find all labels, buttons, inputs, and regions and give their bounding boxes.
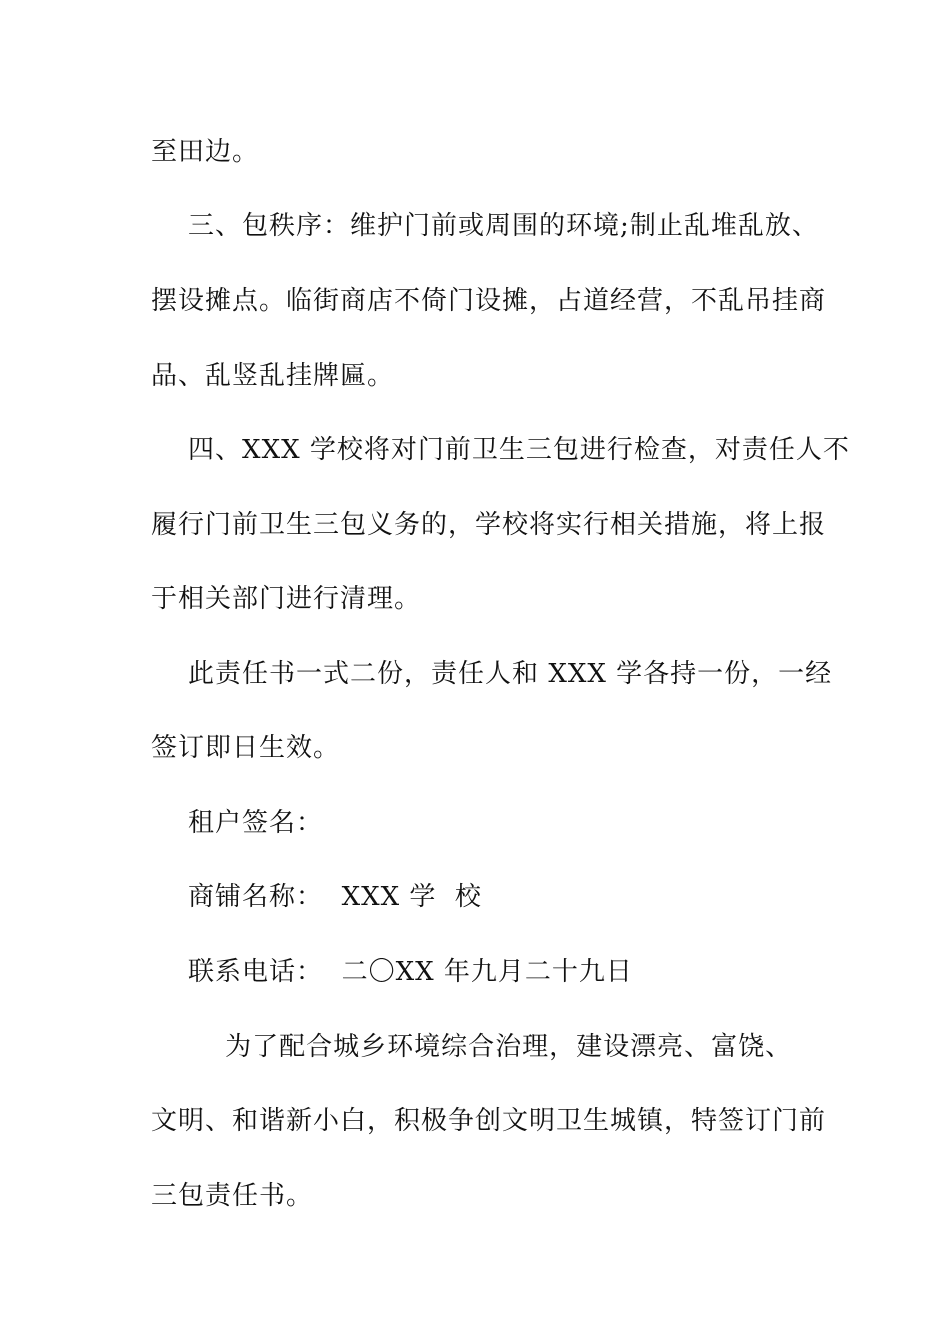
text-line: 为了配合城乡环境综合治理，建设漂亮、富饶、 bbox=[151, 1032, 793, 1062]
text-line: 商铺名称： XXX 学 校 bbox=[151, 882, 482, 912]
text-line: 联系电话： 二〇XX 年九月二十九日 bbox=[151, 957, 633, 987]
text-line: 摆设摊点。临街商店不倚门设摊，占道经营，不乱吊挂商 bbox=[151, 286, 827, 316]
text-line: 于相关部门进行清理。 bbox=[151, 584, 422, 614]
text-line: 租户签名： bbox=[151, 808, 324, 838]
text-line: 至田边。 bbox=[151, 137, 260, 167]
text-line: 品、乱竖乱挂牌匾。 bbox=[151, 361, 395, 391]
text-line: 此责任书一式二份，责任人和 XXX 学各持一份，一经 bbox=[151, 659, 833, 689]
text-line: 三包责任书。 bbox=[151, 1181, 314, 1211]
text-line: 四、XXX 学校将对门前卫生三包进行检查，对责任人不 bbox=[151, 435, 850, 465]
text-line: 履行门前卫生三包义务的，学校将实行相关措施，将上报 bbox=[151, 510, 827, 540]
text-line: 签订即日生效。 bbox=[151, 733, 341, 763]
text-line: 三、包秩序：维护门前或周围的环境;制止乱堆乱放、 bbox=[151, 211, 819, 241]
text-line: 文明、和谐新小白，积极争创文明卫生城镇，特签订门前 bbox=[151, 1106, 827, 1136]
